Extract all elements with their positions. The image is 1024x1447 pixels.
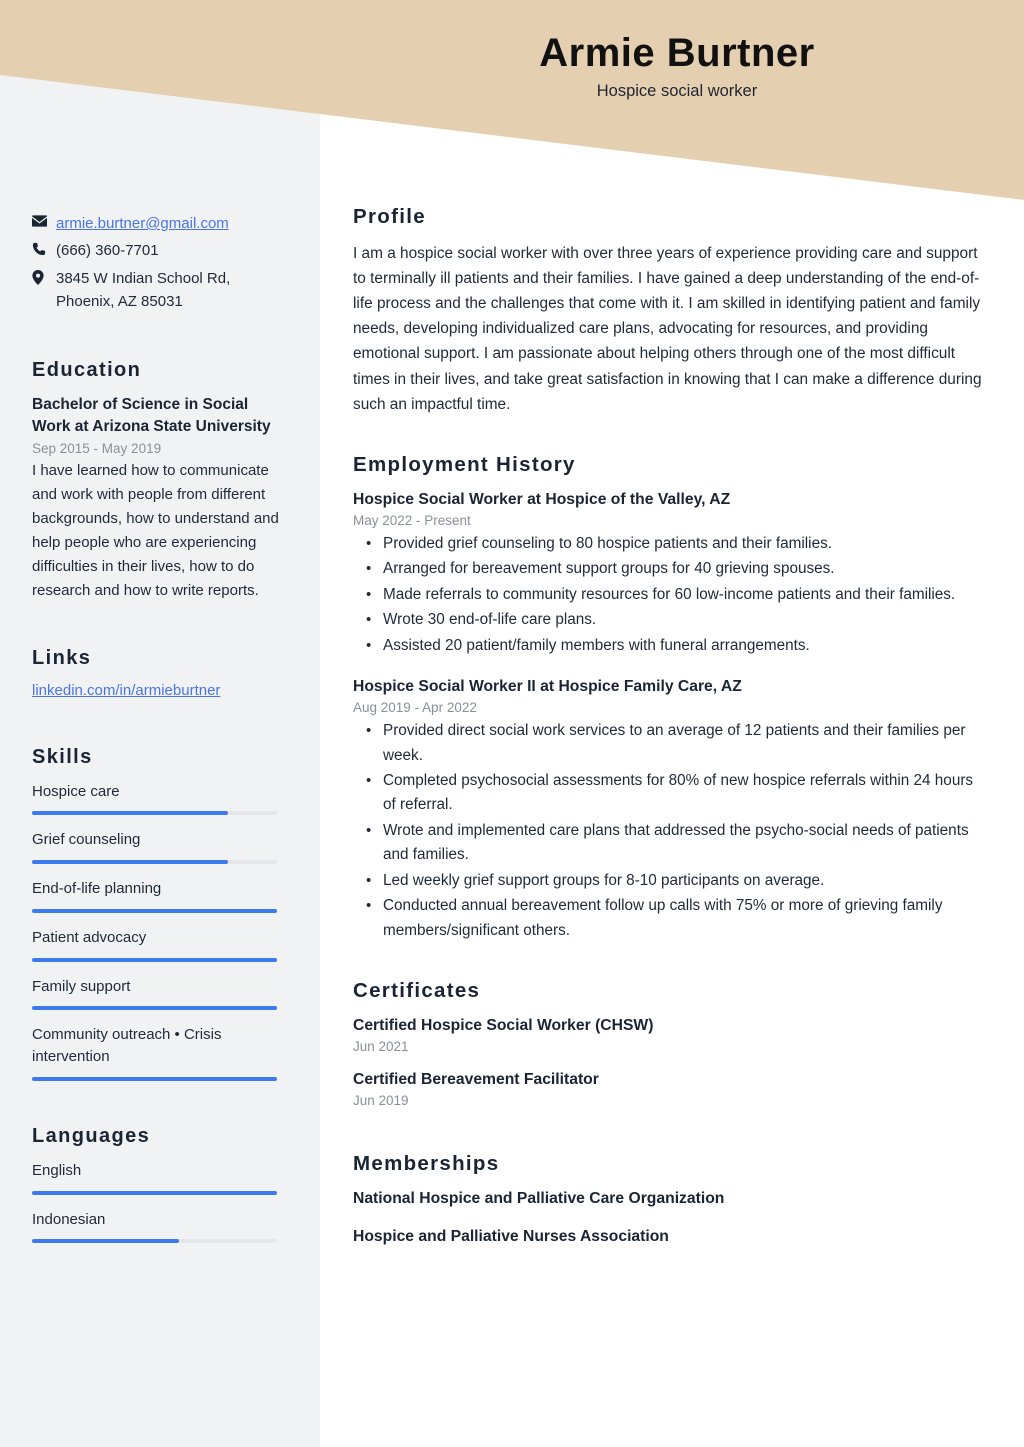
skill-item: [32, 878, 288, 913]
education-description: I have learned how to communicate and work with people from different backgrounds, how to understand and help people who are experiencing difficulties in their lives, how to do research and how to write reports.: [32, 461, 279, 599]
certificate-entry: [353, 1069, 984, 1108]
job-bullet: • Wrote 30 end-of-life care plans.: [383, 608, 984, 632]
links-heading: Links: [32, 646, 92, 669]
education-degree: Bachelor of Science in Social Work at Arizona State University: [32, 396, 271, 436]
skill-bar-track: [32, 958, 277, 962]
languages-section: [32, 1125, 288, 1244]
skill-bar-track: [32, 909, 277, 913]
profile-text: I am a hospice social worker with over three years of experience providing care and support to terminally ill patients and their families. I have gained a deep understanding of the end-of-life process and the challenges that come with it. I am skilled in identifying patient and family needs, developing individualized care plans, advocating for resources, and providing emotional support. I am passionate about helping others through one of the most difficult times in their lives, and take great satisfaction in knowing that I can make a difference during such an impactful time.: [353, 245, 982, 413]
profile-section: [353, 205, 984, 417]
certificates-heading: Certificates: [353, 979, 481, 1003]
skill-item: [32, 1024, 288, 1081]
certificate-date: Jun 2021: [353, 1039, 409, 1055]
skill-label: Family support: [32, 977, 131, 995]
skill-item: [32, 927, 288, 962]
contact-phone: (666) 360-7701: [56, 242, 159, 260]
main-column: [320, 0, 1024, 1304]
skill-item: [32, 829, 288, 864]
skill-item: [32, 976, 288, 1011]
certificate-date: Jun 2019: [353, 1093, 409, 1109]
certificate-title: Certified Bereavement Facilitator: [353, 1071, 599, 1089]
skill-label: End-of-life planning: [32, 880, 162, 898]
skill-label: Patient advocacy: [32, 928, 147, 946]
location-pin-icon: [32, 267, 56, 285]
contact-row-phone: [32, 239, 288, 262]
skill-bar-fill: [32, 1077, 277, 1081]
language-bar-fill: [32, 1239, 179, 1243]
membership-item: Hospice and Palliative Nurses Association: [353, 1228, 669, 1246]
contact-email[interactable]: [56, 212, 288, 235]
skill-bar-fill: [32, 1006, 277, 1010]
job-entry: [353, 489, 984, 658]
skill-label: Grief counseling: [32, 831, 141, 849]
language-item: [32, 1160, 288, 1195]
skill-bar-track: [32, 1077, 277, 1081]
skill-label: Hospice care: [32, 782, 120, 800]
education-date: Sep 2015 - May 2019: [32, 440, 162, 456]
skill-bar-fill: [32, 811, 228, 815]
job-title: Hospice Social Worker at Hospice of the Valley, AZ: [353, 490, 731, 508]
skill-bar-track: [32, 1006, 277, 1010]
job-bullet: • Conducted annual bereavement follow up calls with 75% or more of grieving family members/significant others.: [383, 894, 984, 943]
language-label: Indonesian: [32, 1210, 106, 1228]
skill-bar-fill: [32, 860, 228, 864]
job-bullet: • Led weekly grief support groups for 8-10 participants on average.: [383, 869, 984, 893]
profile-heading: Profile: [353, 205, 426, 228]
job-date: May 2022 - Present: [353, 512, 471, 528]
job-entry: [353, 676, 984, 943]
language-item: [32, 1209, 288, 1244]
job-date: Aug 2019 - Apr 2022: [353, 700, 477, 716]
language-bar-track: [32, 1191, 277, 1195]
certificate-entry: [353, 1015, 984, 1054]
memberships-heading: Memberships: [353, 1152, 500, 1176]
job-bullet: • Arranged for bereavement support groups for 40 grieving spouses.: [383, 557, 984, 581]
contact-row-email: [32, 212, 288, 235]
email-link[interactable]: armie.burtner@gmail.com: [56, 215, 229, 232]
language-bar-fill: [32, 1191, 277, 1195]
sidebar: [0, 0, 320, 1297]
languages-heading: Languages: [32, 1124, 151, 1147]
skills-section: [32, 746, 288, 1081]
phone-icon: [32, 239, 56, 256]
skill-bar-track: [32, 860, 277, 864]
job-bullet: • Assisted 20 patient/family members with funeral arrangements.: [383, 634, 984, 658]
envelope-icon: [32, 212, 56, 227]
links-section: [32, 647, 288, 700]
job-bullet: • Wrote and implemented care plans that addressed the psycho-social needs of patients and families.: [383, 819, 984, 868]
membership-item: National Hospice and Palliative Care Organization: [353, 1190, 725, 1208]
contact-list: [32, 212, 288, 313]
memberships-section: [353, 1152, 984, 1248]
contact-row-address: [32, 267, 288, 314]
certificates-section: [353, 979, 984, 1108]
skill-label: Community outreach • Crisis intervention: [32, 1026, 222, 1066]
job-bullet: • Made referrals to community resources for 60 low-income patients and their families.: [383, 583, 984, 607]
education-heading: Education: [32, 359, 142, 381]
education-section: [32, 359, 288, 603]
certificate-title: Certified Hospice Social Worker (CHSW): [353, 1017, 654, 1035]
job-bullet: • Provided grief counseling to 80 hospice patients and their families.: [383, 532, 984, 556]
job-bullet: • Completed psychosocial assessments for 80% of new hospice referrals within 24 hours of referral.: [383, 769, 984, 818]
language-bar-track: [32, 1239, 277, 1243]
job-bullet: • Provided direct social work services to an average of 12 patients and their families per week.: [383, 719, 984, 768]
candidate-name: Armie Burtner: [539, 31, 815, 75]
skill-bar-fill: [32, 909, 277, 913]
skills-heading: Skills: [32, 745, 93, 768]
contact-address: 3845 W Indian School Rd, Phoenix, AZ 85031: [56, 269, 231, 310]
employment-section: [353, 453, 984, 944]
candidate-role: Hospice social worker: [596, 82, 758, 100]
job-title: Hospice Social Worker II at Hospice Family Care, AZ: [353, 678, 742, 696]
skill-bar-fill: [32, 958, 277, 962]
job-bullet-list: [353, 719, 984, 943]
employment-heading: Employment History: [353, 452, 576, 476]
job-bullet-list: [353, 532, 984, 658]
linkedin-link[interactable]: linkedin.com/in/armieburtner: [32, 681, 221, 699]
skill-item: [32, 781, 288, 816]
language-label: English: [32, 1161, 82, 1179]
skill-bar-track: [32, 811, 277, 815]
